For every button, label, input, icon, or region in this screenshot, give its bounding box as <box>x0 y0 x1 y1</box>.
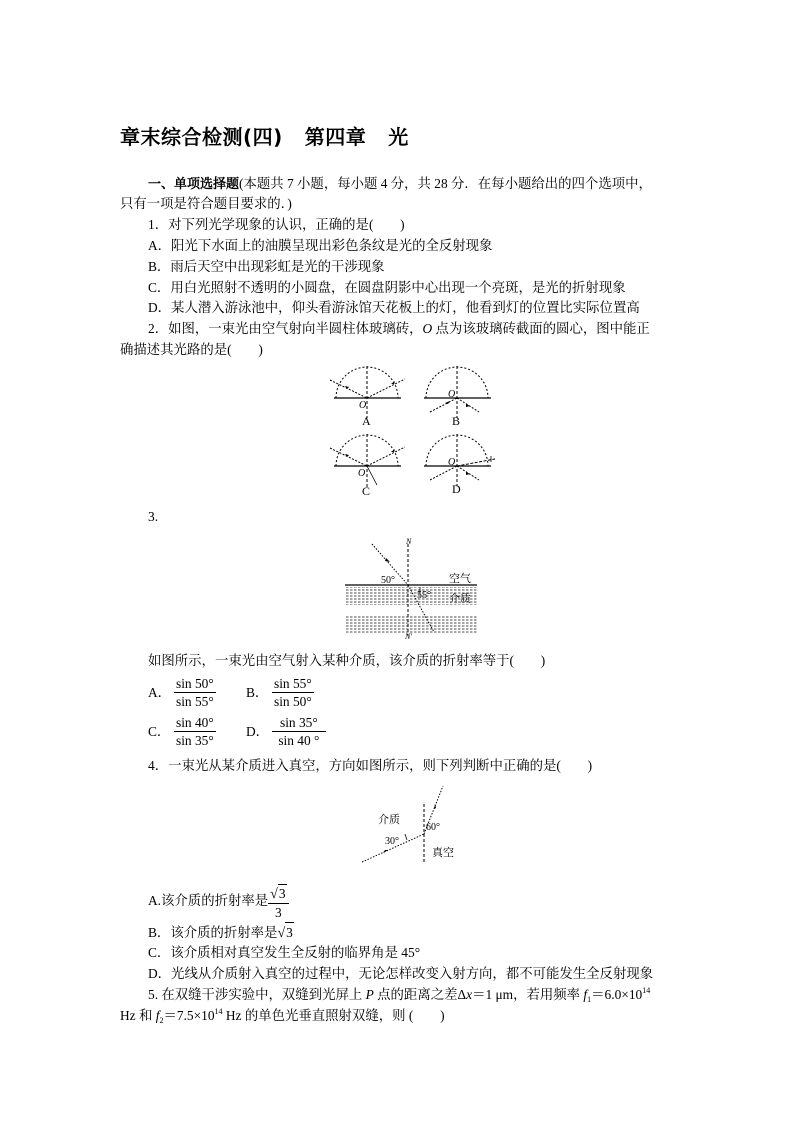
q3-option-a-label: A． <box>148 684 172 700</box>
q5-text-f: ＝7.5×10 <box>163 1008 215 1023</box>
q3-angle-medium: 55° <box>417 590 431 601</box>
q2-stem-line2: 确描述其光路的是( ) <box>120 342 263 357</box>
q3-normal-bottom: N' <box>405 632 413 640</box>
q3-medium-label: 介质 <box>449 593 471 605</box>
q2-label-d: D <box>452 482 461 496</box>
q5-exp2: 14 <box>214 1007 223 1016</box>
q5-f2: f <box>155 1008 160 1023</box>
title-part3: 光 <box>388 125 409 149</box>
q5-f2-sub: 2 <box>159 1016 164 1025</box>
q4-option-a-text: A.该介质的折射率是 <box>148 893 269 908</box>
q4-option-d: D．光线从介质射入真空的过程中，无论怎样改变入射方向，都不可能发生全反射现象 <box>148 966 654 981</box>
q3-figure <box>342 532 480 640</box>
q3-air-label: 空气 <box>449 573 471 585</box>
q3-option-b <box>246 675 314 710</box>
q5-exp1: 14 <box>642 986 651 995</box>
q4-stem: 4．一束光从某介质进入真空，方向如图所示，则下列判断中正确的是( ) <box>148 758 593 773</box>
q4-figure <box>358 782 468 866</box>
q4-angle-medium: 30° <box>385 836 399 847</box>
title-part1: 章末综合检测(四) <box>120 125 283 149</box>
q4-option-a: A.该介质的折射率是 $\frac{√3}{3}$ <box>148 884 289 921</box>
title-part2: 第四章 <box>304 125 367 149</box>
q2-a-o-label: O <box>359 400 367 411</box>
q2-diagram-c <box>330 434 405 498</box>
q2-figure <box>325 362 500 502</box>
q3-option-b-den: sin 50° <box>274 694 312 709</box>
q2-label-b: B <box>452 414 461 428</box>
q5-text-e: Hz 和 <box>120 1008 156 1023</box>
q4-option-c: C．该介质相对真空发生全反射的临界角是 45° <box>148 945 421 960</box>
q4-medium-label: 介质 <box>378 814 400 826</box>
q5-text-a: 5. 在双缝干涉实验中，双缝到光屏上 <box>148 987 366 1002</box>
q3-option-a <box>148 675 216 710</box>
q4-option-b-text: B．该介质的折射率是 <box>148 925 278 940</box>
q4-option-b-radicand: 3 <box>285 922 294 943</box>
q5-point-p: P <box>365 987 374 1002</box>
q4-option-a-num: 3 <box>278 886 286 901</box>
q5-line1 <box>148 985 650 1005</box>
q5-text-c: ＝1 μm，若用频率 <box>472 987 584 1002</box>
q2-diagram-b <box>424 366 491 428</box>
q5-line2 <box>120 1006 445 1026</box>
q3-option-b-label: B． <box>246 684 269 700</box>
q3-option-c-den: sin 35° <box>176 733 214 748</box>
section-heading: 一、单项选择题 <box>148 177 240 192</box>
q3-option-d <box>246 714 326 749</box>
q5-text-b: 点的距离之差Δ <box>373 987 467 1002</box>
q5-var-x: x <box>466 987 473 1002</box>
q2-stem-o: O <box>422 321 433 336</box>
q3-option-a-den: sin 55° <box>176 694 214 709</box>
q2-d-o-label: O <box>448 457 456 468</box>
q1-stem: 1．对下列光学现象的认识，正确的是( ) <box>148 217 405 232</box>
q5-f1-sub: 1 <box>587 995 592 1004</box>
q2-c-o-label: O <box>358 468 366 479</box>
q2-diagram-a <box>330 366 405 428</box>
q1-option-c: C．用白光照射不透明的小圆盘，在圆盘阴影中心出现一个亮斑，是光的折射现象 <box>148 280 626 295</box>
q4-vacuum-label: 真空 <box>432 847 454 859</box>
q2-stem-b: 点为该玻璃砖截面的圆心，图中能正 <box>432 321 650 336</box>
q2-stem <box>148 319 650 339</box>
page-title <box>120 121 409 150</box>
q3-option-c <box>148 714 216 749</box>
q3-normal-top: N <box>406 537 412 546</box>
q3-number: 3. <box>148 509 159 524</box>
q2-b-o-label: O <box>448 389 456 400</box>
q5-text-g: Hz 的单色光垂直照射双缝，则 ( ) <box>222 1008 445 1023</box>
q3-option-b-num: sin 55° <box>274 676 312 691</box>
q3-option-d-den: sin 40 ° <box>278 733 320 748</box>
q5-f1: f <box>583 987 588 1002</box>
q4-option-a-den: 3 <box>275 905 282 920</box>
section-desc-1: (本题共 7 小题，每小题 4 分，共 28 分．在每小题给出的四个选项中， <box>239 176 652 191</box>
q2-label-c: C <box>362 484 371 498</box>
q2-label-a: A <box>362 414 371 428</box>
q4-angle-vacuum: 60° <box>426 822 440 833</box>
q2-diagram-d <box>424 434 495 496</box>
q1-option-a: A．阳光下水面上的油膜呈现出彩色条纹是光的全反射现象 <box>148 238 493 253</box>
q1-option-b: B．雨后天空中出现彩虹是光的干涉现象 <box>148 259 385 274</box>
q5-text-d: ＝6.0×10 <box>591 987 643 1002</box>
q4-option-b: B．该介质的折射率是√3 <box>148 922 294 944</box>
q3-stem: 如图所示，一束光由空气射入某种介质，该介质的折射率等于( ) <box>148 653 546 668</box>
q3-option-d-num: sin 35° <box>272 714 326 732</box>
q3-angle-air: 50° <box>381 575 395 586</box>
section-intro <box>148 174 652 195</box>
q2-stem-a: 2．如图，一束光由空气射向半圆柱体玻璃砖， <box>148 321 423 336</box>
section-desc-2: 只有一项是符合题目要求的．) <box>120 196 292 211</box>
q3-option-a-num: sin 50° <box>176 676 214 691</box>
q3-option-c-num: sin 40° <box>176 715 214 730</box>
q3-option-c-label: C． <box>148 723 171 739</box>
q3-option-d-label: D． <box>246 723 270 739</box>
q1-option-d: D．某人潜入游泳池中，仰头看游泳馆天花板上的灯，他看到灯的位置比实际位置高 <box>148 300 640 315</box>
